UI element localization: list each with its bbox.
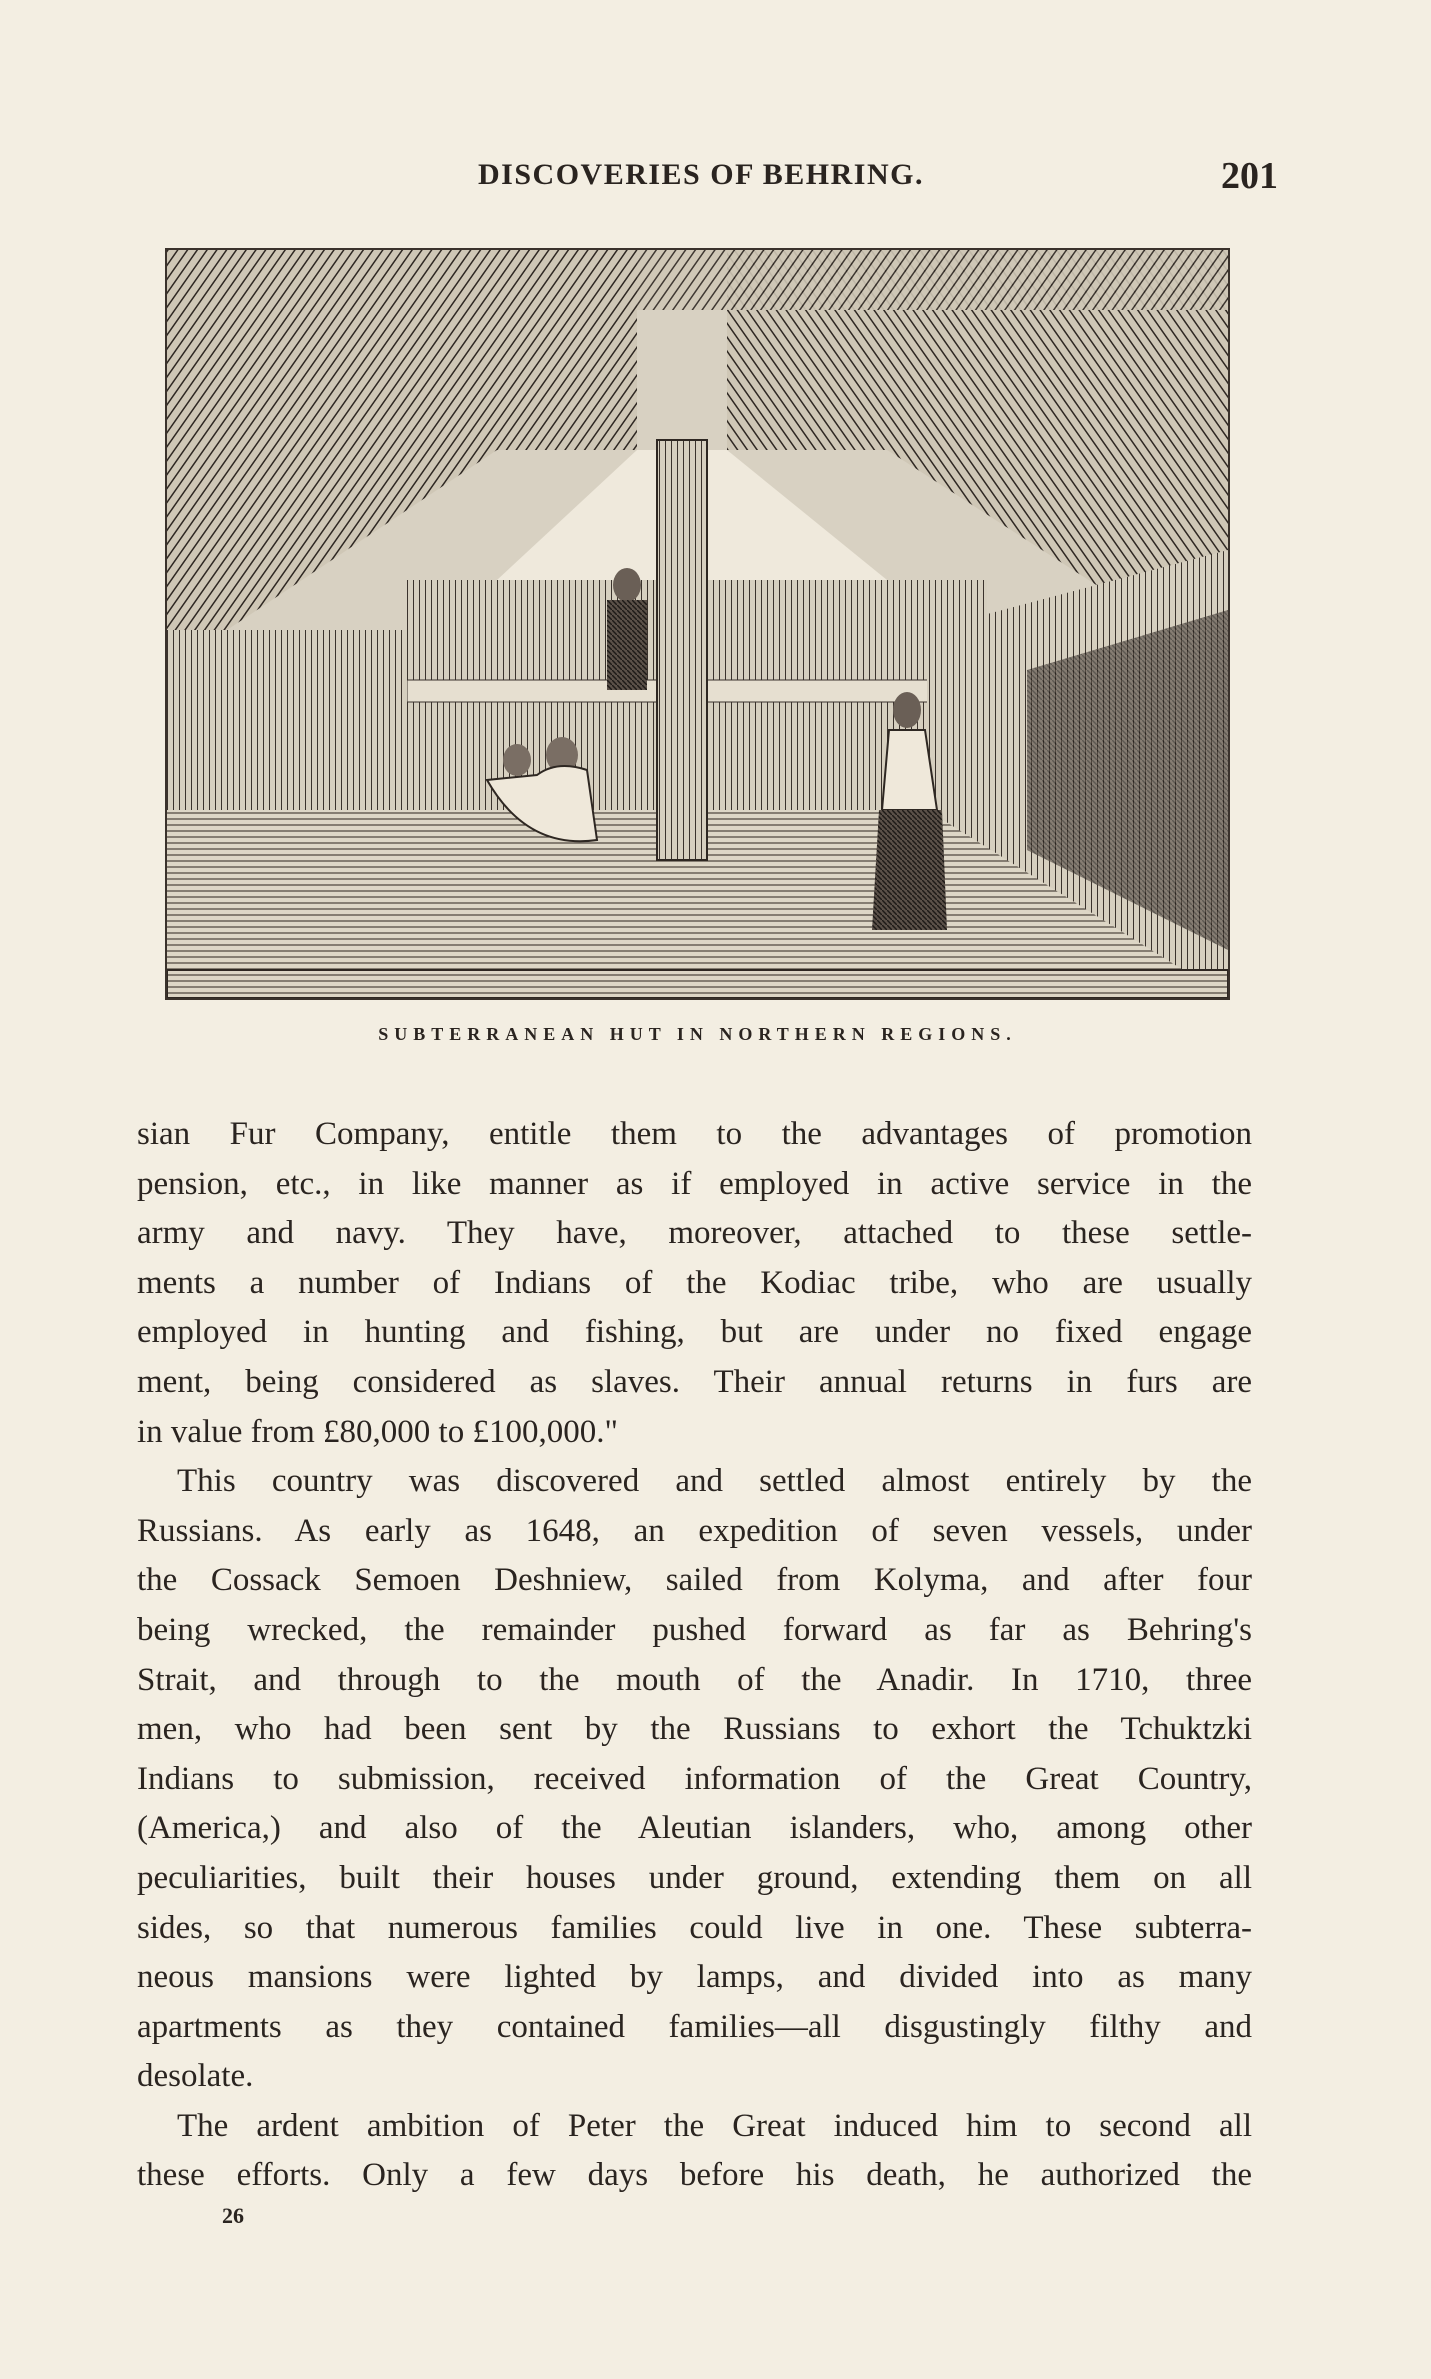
engraving-illustration [165,248,1230,1000]
text-line: Russians. As early as 1648, an expedition of seven vessels, under [137,1512,1252,1549]
text-line: Indians to submission, received information of the Great Country, [137,1760,1252,1797]
text-line: This country was discovered and settled almost entirely by the [177,1463,1252,1500]
text-line: pension, etc., in like manner as if employed in active service in the [137,1165,1252,1202]
text-line: the Cossack Semoen Deshniew, sailed from Kolyma, and after four [137,1562,1252,1599]
running-header [478,155,1278,208]
text-line: apartments as they contained families—all disgustingly filthy and [137,2008,1252,2045]
text-line: Strait, and through to the mouth of the Anadir. In 1710, three [137,1661,1252,1698]
text-line: desolate. [137,2058,254,2095]
text-line: men, who had been sent by the Russians to exhort the Tchuktzki [137,1711,1252,1748]
text-line: (America,) and also of the Aleutian islanders, who, among other [137,1810,1252,1847]
page-number: 201 [1221,155,1278,197]
text-line: sian Fur Company, entitle them to the advantages of promotion [137,1116,1252,1152]
text-line: peculiarities, built their houses under ground, extending them on all [137,1859,1252,1896]
text-line: being wrecked, the remainder pushed forward as far as Behring's [137,1611,1252,1648]
text-line: The ardent ambition of Peter the Great induced him to second all [177,2107,1252,2144]
signature-mark: 26 [222,2203,244,2228]
text-line: these efforts. Only a few days before his death, he authorized the [137,2157,1252,2194]
figure-caption: SUBTERRANEAN HUT IN NORTHERN REGIONS. [378,1024,1017,1044]
text-line: ments a number of Indians of the Kodiac tribe, who are usually [137,1264,1252,1301]
text-line: neous mansions were lighted by lamps, and divided into as many [137,1959,1252,1996]
text-line: in value from £80,000 to £100,000." [137,1413,618,1450]
text-line: ment, being considered as slaves. Their annual returns in furs are [137,1363,1252,1400]
body-text [137,1110,1252,2201]
text-line: army and navy. They have, moreover, attached to these settle- [137,1215,1252,1252]
text-line: employed in hunting and fishing, but are under no fixed engage [137,1314,1252,1351]
running-title: DISCOVERIES OF BEHRING. [478,158,924,191]
text-line: sides, so that numerous families could live in one. These subterra- [137,1909,1252,1946]
